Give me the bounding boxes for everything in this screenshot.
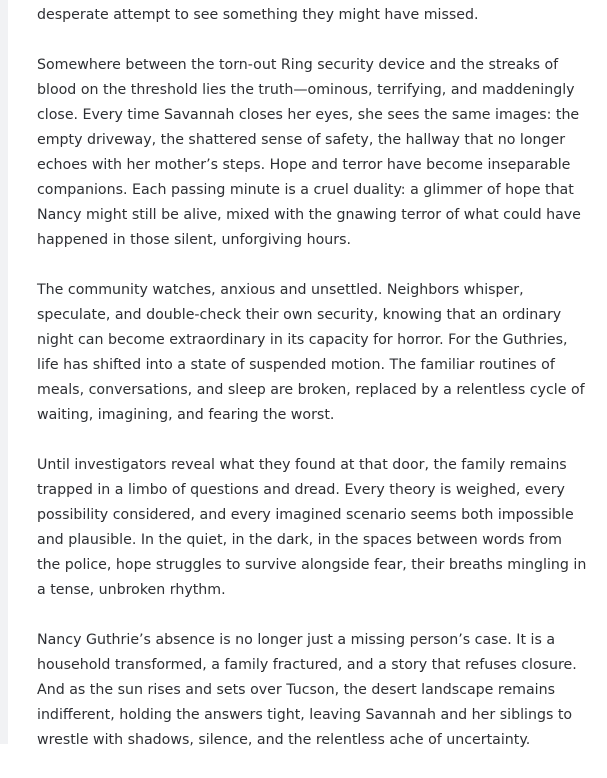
article-paragraph-2: Somewhere between the torn-out Ring security device and the streaks of blood on the threshold lies the truth—ominous, terrifying, and maddeningly close. Every time Savannah closes her eyes, she sees the same images: the empty driveway, the shattered sense of safety, the hallway that no longer echoes with her mother’s steps. Hope and terror have become inseparable companions. Each passing minute is a cruel duality: a glimmer of hope that Nancy might still be alive, mixed with the gnawing terror of what could have happened in those silent, unforgiving hours.	[37, 57, 581, 248]
article-paragraph-5: Nancy Guthrie’s absence is no longer just a missing person’s case. It is a household transformed, a family fractured, and a story that refuses closure. And as the sun rises and sets over Tucson, the desert landscape remains indifferent, holding the answers tight, leaving Savannah and her siblings to wrestle with shadows, silence, and the relentless ache of uncertainty.	[37, 632, 577, 748]
left-page-margin	[0, 0, 8, 744]
article-paragraph-3: The community watches, anxious and unsettled. Neighbors whisper, speculate, and double-check their own security, knowing that an ordinary night can become extraordinary in its capacity for horror. For the Guthries, life has shifted into a state of suspended motion. The familiar routines of meals, conversations, and sleep are broken, replaced by a relentless cycle of waiting, imagining, and fearing the worst.	[37, 282, 585, 423]
article-paragraph-4: Until investigators reveal what they found at that door, the family remains trapped in a limbo of questions and dread. Every theory is weighed, every possibility considered, and every imagined scenario seems both impossible and plausible. In the quiet, in the dark, in the spaces between words from the police, hope struggles to survive alongside fear, their breaths mingling in a tense, unbroken rhythm.	[37, 457, 587, 598]
article-body	[37, 3, 589, 778]
article-paragraph-1: desperate attempt to see something they might have missed.	[37, 7, 479, 23]
